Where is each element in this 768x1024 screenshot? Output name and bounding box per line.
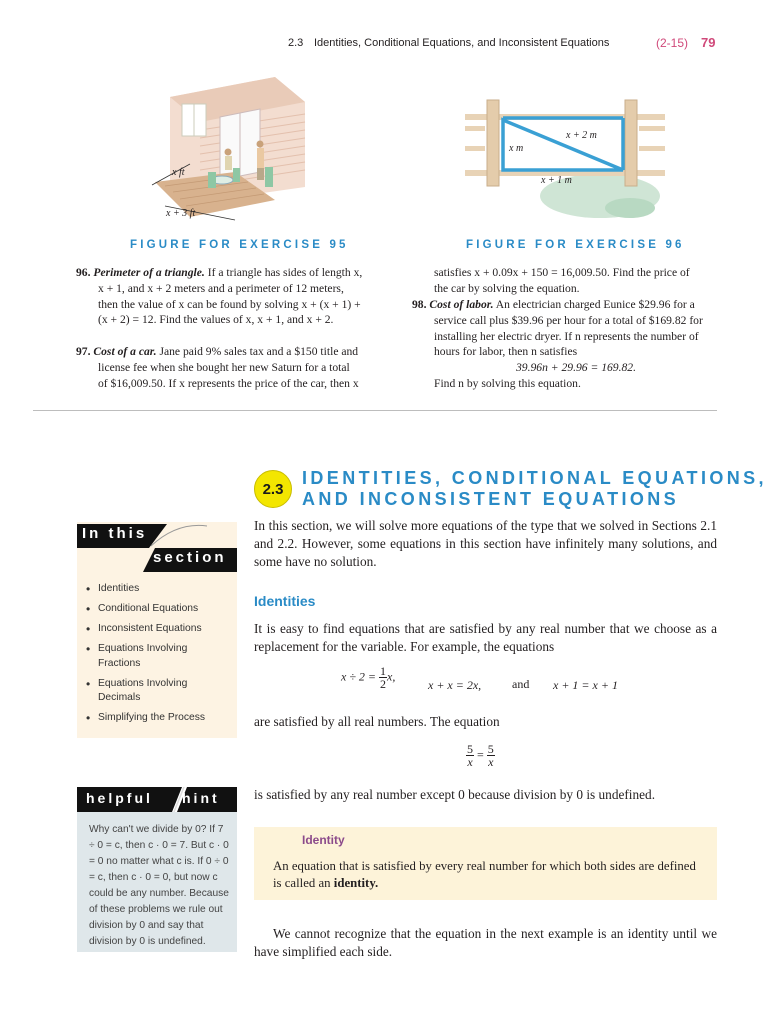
- equation-3: x + 1 = x + 1: [553, 678, 618, 692]
- figure-96-label-x2: x + 2 m: [566, 130, 597, 141]
- helpful-hint-word1: helpful: [86, 790, 153, 806]
- figure-95-label-x3: x + 3 ft: [166, 208, 196, 219]
- definition-term: identity.: [333, 876, 379, 890]
- figure-96-illustration: [465, 96, 665, 226]
- intro-paragraph: In this section, we will solve more equations of the type that we solved in Sections 2.1 and 2.2. However, some equations in this section have infinitely many solutions, and some have no solution.: [254, 518, 717, 569]
- section-title: IDENTITIES, CONDITIONAL EQUATIONS, AND INCONSISTENT EQUATIONS: [302, 468, 767, 509]
- exercise-98-equation: 39.96n + 29.96 = 169.82.: [516, 361, 636, 375]
- helpful-hint-word2: hint: [182, 790, 220, 806]
- equation-1: x ÷ 2 = $\frac{1}{2}$ x,: [341, 664, 396, 691]
- paragraph-1: It is easy to find equations that are satisfied by any real number that we choose as a replacement for the variable. For example, the equations: [254, 621, 717, 654]
- exercise-98: 98. Cost of labor. An electrician charged Eunice $29.96 for a service call plus $39.96 per hour for a total of $169.82 for installing her electric dryer. If n represents the number of hours for labor, then n satisfies 39.96n + 29.96 = 169.82. Find n by solving this equation.: [412, 297, 718, 392]
- in-this-section-list: [86, 582, 226, 731]
- list-item[interactable]: • Conditional Equations: [86, 602, 226, 617]
- equation-and: and: [512, 677, 530, 691]
- list-item[interactable]: • Identities: [86, 582, 226, 597]
- exercise-97-continued: satisfies x + 0.09x + 150 = 16,009.50. Find the price of the car by solving the equation.: [434, 266, 690, 295]
- in-this-section-word2: section: [153, 549, 227, 566]
- equation-2: x + x = 2x,: [428, 678, 482, 692]
- in-this-section-word1: In this: [82, 525, 148, 542]
- list-item[interactable]: • Inconsistent Equations: [86, 622, 226, 637]
- figure-96-label-x: x m: [509, 143, 524, 154]
- definition-title: Identity: [302, 833, 345, 847]
- figure-95-label-x: x ft: [172, 167, 185, 178]
- running-head-section: 2.3: [288, 37, 304, 49]
- figure-96-caption: FIGURE FOR EXERCISE 96: [466, 239, 685, 251]
- divider: [33, 410, 717, 411]
- page-number: 79: [701, 35, 716, 50]
- list-item[interactable]: • Equations Involving Decimals: [86, 677, 226, 706]
- definition-text: An equation that is satisfied by every real number for which both sides are defined is called an identity.: [273, 859, 696, 890]
- figure-95-caption: FIGURE FOR EXERCISE 95: [130, 239, 349, 251]
- list-item[interactable]: • Simplifying the Process: [86, 711, 226, 726]
- exercise-96: 96. Perimeter of a triangle. If a triangle has sides of length x, x + 1, and x + 2 meters and a perimeter of 12 meters, then the value of x can be found by solving x + (x + 1) + (x + 2) = 12. Find the values of x, x + 1, and x + 2.: [76, 266, 363, 327]
- heading-identities: Identities: [254, 593, 316, 609]
- list-item[interactable]: • Equations Involving Fractions: [86, 642, 226, 671]
- paragraph-3: is satisfied by any real number except 0 because division by 0 is undefined.: [254, 787, 656, 802]
- exercise-97: 97. Cost of a car. Jane paid 9% sales tax and a $150 title and license fee when she bought her new Saturn for a total of $16,009.50. If x represents the price of the car, then x: [76, 345, 359, 390]
- running-head-title: Identities, Conditional Equations, and Inconsistent Equations: [314, 37, 610, 49]
- equation-fraction: $\frac{5}{x}$ = $\frac{5}{x}$: [467, 742, 494, 769]
- paragraph-4: We cannot recognize that the equation in the next example is an identity until we have simplified each side.: [254, 926, 717, 959]
- running-head-page-ref: (2-15): [656, 36, 689, 50]
- paragraph-2: are satisfied by all real numbers. The equation: [254, 714, 500, 729]
- figure-96-label-x1: x + 1 m: [541, 175, 572, 186]
- figure-95-illustration: [140, 72, 340, 222]
- helpful-hint-text: Why can't we divide by 0? If 7 ÷ 0 = c, then c · 0 = 7. But c · 0 = 0 no matter what c is. If 0 ÷ 0 = c, then c · 0 = 0, but now c could be any number. Because of these problems we rule out division by 0 and say that division by 0 is undefined.: [89, 824, 229, 947]
- section-number-badge: 2.3: [254, 470, 292, 508]
